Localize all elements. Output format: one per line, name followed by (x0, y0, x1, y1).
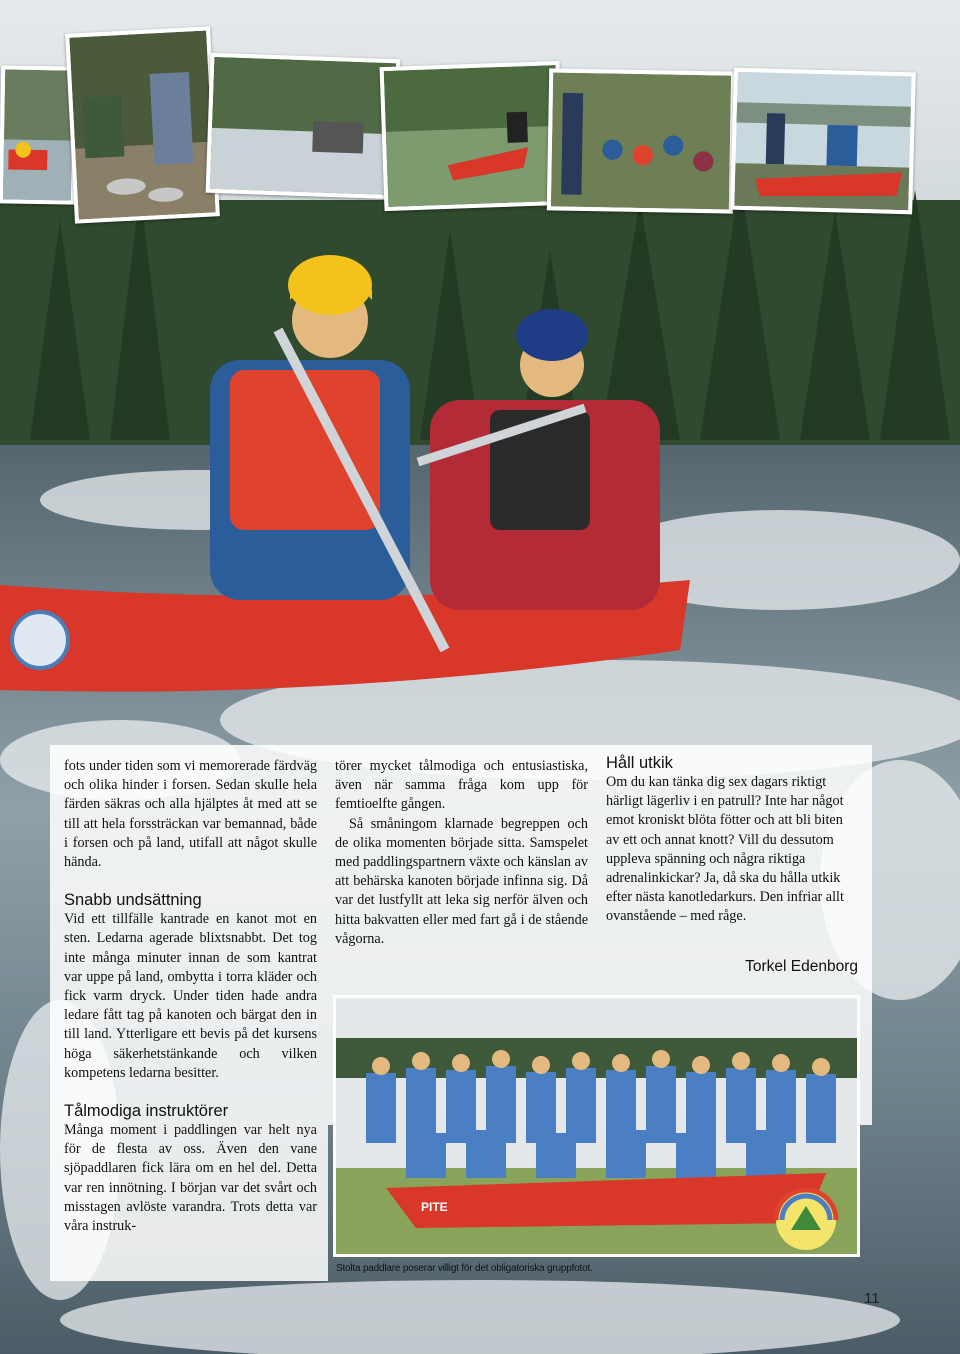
body-paragraph: Många moment i paddlingen var helt nya för de flesta av oss. Även den vane sjöpaddlaren fick lära om en hel del. Detta var ren innötning. I början var det svårt och misstagen avlöste varandra. Trots detta var våra instruk- (64, 1122, 317, 1235)
page-number: 11 (864, 1290, 880, 1307)
body-paragraph: Om du kan tänka dig sex dagars riktigt härligt lägerliv i en patrull? Inte har något emot kroniskt blöta fötter och att bli biten av ett och annat knott? Vill du dessutom uppleva spänning och några riktiga adrenalinkickar? Ja, då ska du hålla utkik efter nästa kanotledarkurs. Den infriar allt ovanstående – med råge. (606, 774, 844, 925)
badge-logo (776, 1190, 836, 1250)
thumb-photo-6 (730, 68, 916, 215)
photo-caption: Stolta paddlare poserar villigt för det obligatoriska gruppfotot. (336, 1263, 593, 1274)
body-paragraph: törer mycket tålmodiga och entusiastiska, även när samma fråga kom upp för femtioelfte gången. (335, 758, 588, 813)
column-1 (64, 757, 317, 1236)
body-paragraph: fots under tiden som vi memorerade färdväg och olika hinder i forsen. Sedan skulle hela färden säkras och alla hjälptes åt med att se till att hela forssträckan var bemannad, både i forsen och på land, utifall att något skulle hända. (64, 758, 317, 871)
body-paragraph: Vid ett tillfälle kantrade en kanot mot en sten. Ledarna agerade blixtsnabbt. Det tog inte många minuter innan de som kantrat var uppe på land, ombytta i torra kläder och fick varm dryck. Under tiden hade andra ledare fått tag på kanoten och bärgat den in till land. Ytterligare ett bevis på det kursens höga säkerhetstänkande och vilken kompetens ledarna besitter. (64, 911, 317, 1081)
thumb-photo-1 (0, 65, 77, 204)
section-heading: Håll utkik (606, 754, 673, 772)
thumb-photo-2 (65, 26, 220, 223)
column-2 (335, 757, 588, 949)
thumb-photo-3 (206, 53, 401, 200)
group-photo (333, 995, 860, 1257)
thumb-photo-5 (547, 68, 735, 213)
section-heading: Tålmodiga instruktörer (64, 1102, 229, 1121)
canoe-brand-label: PITE (421, 1200, 448, 1214)
body-paragraph: Så småningom klarnade begreppen och de olika momenten började sitta. Samspelet med paddlingspartnern växte och känslan av att behärska kanoten började infinna sig. Då var det lustfyllt att leka sig nerför älven och hitta bakvatten eller med fart gå i de stående vågorna. (335, 815, 588, 947)
section-heading: Snabb undsättning (64, 891, 202, 910)
thumb-photo-4 (380, 61, 565, 211)
author-byline: Torkel Edenborg (745, 958, 858, 975)
column-3 (606, 753, 859, 927)
